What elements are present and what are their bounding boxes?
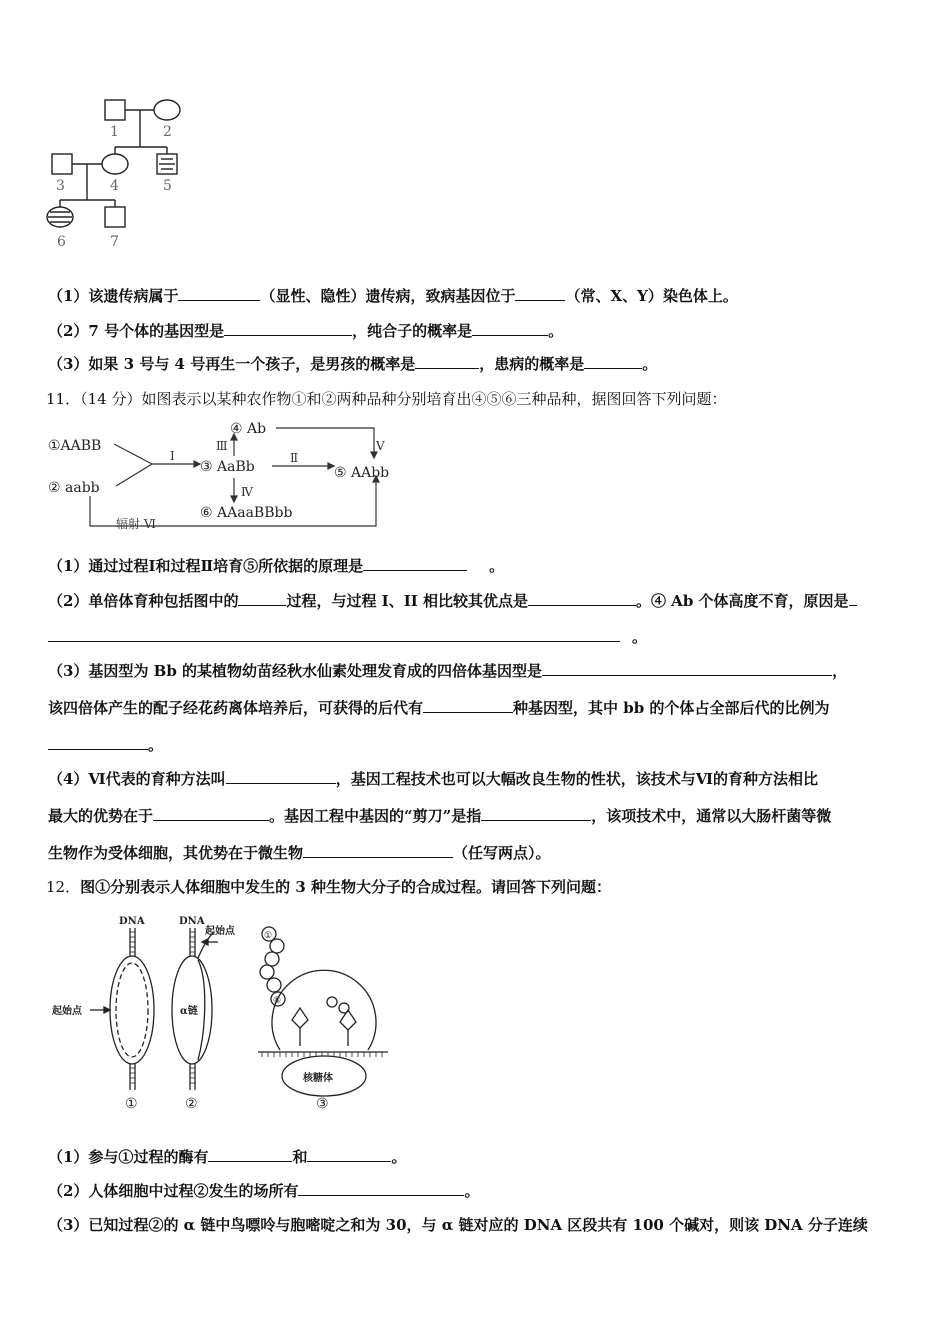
node-5: ⑤ AAbb xyxy=(334,465,390,481)
answer-blank[interactable] xyxy=(224,321,352,336)
answer-blank[interactable] xyxy=(542,661,832,676)
q11-part2: （2）单倍体育种包括图中的 过程，与过程 I、II 相比较其优点是 。④ Ab 个体高度不育，原因是 xyxy=(48,591,857,611)
q11-part3-cont2: 。 xyxy=(48,735,163,755)
q11-part2-cont: 。 xyxy=(48,627,647,647)
answer-blank[interactable] xyxy=(528,591,636,606)
pedigree-male-7 xyxy=(105,207,125,227)
pedigree-label-4: 4 xyxy=(110,178,119,194)
q11-part4-cont: 最大的优势在于 。基因工程中基因的“剪刀”是指 ，该项技术中，通常以大肠杆菌等微 xyxy=(48,807,832,825)
answer-blank[interactable] xyxy=(238,591,286,606)
label-fig-3: ③ xyxy=(316,1096,329,1112)
label-dna-1: DNA xyxy=(119,916,145,927)
route-III: Ⅲ xyxy=(216,439,228,453)
q11-part3-cont: 该四倍体产生的配子经花药离体培养后，可获得的后代有 种基因型，其中 bb 的个体占全部后代的比例为 xyxy=(48,699,830,717)
answer-blank[interactable] xyxy=(472,321,548,336)
q12-part2: （2）人体细胞中过程②发生的场所有 。 xyxy=(48,1182,480,1200)
route-I: Ⅰ xyxy=(170,449,175,463)
q11-part4-cont2: 生物作为受体细胞，其优势在于微生物 （任写两点）。 xyxy=(48,844,551,862)
route-IV: Ⅳ xyxy=(241,485,253,499)
q11-part4: （4）Ⅵ代表的育种方法叫 ，基因工程技术也可以大幅改良生物的性状，该技术与Ⅵ的育种方法相比 xyxy=(48,770,818,788)
q10-part1: （1）该遗传病属于 （显性、隐性）遗传病，致病基因位于 （常、X、Y）染色体上。 xyxy=(48,287,738,305)
q12-header: 12．图①分别表示人体细胞中发生的 3 种生物大分子的合成过程。请回答下列问题： xyxy=(46,878,611,896)
q10-part3: （3）如果 3 号与 4 号再生一个孩子，是男孩的概率是 ，患病的概率是 。 xyxy=(48,355,658,373)
route-VI: 辐射 Ⅵ xyxy=(116,517,156,531)
q10-part2: （2）7 号个体的基因型是 ，纯合子的概率是 。 xyxy=(48,322,564,340)
q12-part3: （3）已知过程②的 α 链中鸟嘌呤与胞嘧啶之和为 30，与 α 链对应的 DNA 区段共有 100 个碱对，则该 DNA 分子连续 xyxy=(48,1216,868,1234)
node-4: ④ Ab xyxy=(230,421,267,437)
q12-part1: （1）参与①过程的酶有 和 。 xyxy=(48,1148,407,1166)
pedigree-male-3 xyxy=(52,154,72,174)
label-fig-1: ① xyxy=(125,1096,138,1112)
answer-blank[interactable] xyxy=(363,556,467,571)
answer-blank[interactable] xyxy=(481,806,591,821)
pedigree-label-3: 3 xyxy=(56,178,65,194)
synthesis-diagram xyxy=(48,910,408,1115)
answer-blank[interactable] xyxy=(178,286,260,301)
label-dna-2: DNA xyxy=(179,916,205,927)
label-alpha-chain: α链 xyxy=(180,1006,198,1017)
label-origin-top: 起始点 xyxy=(205,926,235,937)
pedigree-label-5: 5 xyxy=(163,178,172,194)
label-bead-1: ① xyxy=(264,931,273,941)
pedigree-label-1: 1 xyxy=(110,124,119,140)
answer-blank[interactable] xyxy=(307,1147,391,1162)
pedigree-female-4 xyxy=(102,154,128,174)
pedigree-label-2: 2 xyxy=(163,124,172,140)
pedigree-label-6: 6 xyxy=(57,234,66,250)
label-fig-2: ② xyxy=(185,1096,198,1112)
answer-blank[interactable] xyxy=(48,627,620,642)
node-1: ①AABB xyxy=(48,438,102,454)
breeding-diagram xyxy=(44,414,404,536)
label-origin-left: 起始点 xyxy=(52,1006,82,1017)
answer-blank[interactable] xyxy=(423,698,513,713)
label-ribosome: 核糖体 xyxy=(303,1073,333,1084)
pedigree-female-2 xyxy=(154,100,180,120)
answer-blank[interactable] xyxy=(208,1147,292,1162)
node-3: ③ AaBb xyxy=(200,459,255,475)
answer-blank[interactable] xyxy=(515,286,565,301)
answer-blank[interactable] xyxy=(415,354,479,369)
pedigree-chart xyxy=(40,92,200,257)
route-II: Ⅱ xyxy=(290,451,299,465)
q11-part3: （3）基因型为 Bb 的某植物幼苗经秋水仙素处理发育成的四倍体基因型是 ， xyxy=(48,662,848,680)
q11-part1: （1）通过过程Ⅰ和过程Ⅱ培育⑤所依据的原理是 。 xyxy=(48,557,505,575)
answer-blank[interactable] xyxy=(153,806,269,821)
pedigree-label-7: 7 xyxy=(110,234,119,250)
node-2: ② aabb xyxy=(48,480,100,496)
answer-blank[interactable] xyxy=(226,769,336,784)
route-V: Ⅴ xyxy=(376,439,385,453)
answer-blank[interactable] xyxy=(303,843,453,858)
answer-blank[interactable] xyxy=(48,735,148,750)
answer-blank[interactable] xyxy=(849,591,857,606)
answer-blank[interactable] xyxy=(298,1181,464,1196)
q11-header: 11．（14 分）如图表示以某种农作物①和②两种品种分别培育出④⑤⑥三种品种，据图回答下列问题： xyxy=(46,390,727,408)
node-6: ⑥ AAaaBBbb xyxy=(200,505,293,521)
pedigree-male-1 xyxy=(105,100,125,120)
answer-blank[interactable] xyxy=(584,354,642,369)
label-bead-8: ⑧ xyxy=(273,996,282,1006)
